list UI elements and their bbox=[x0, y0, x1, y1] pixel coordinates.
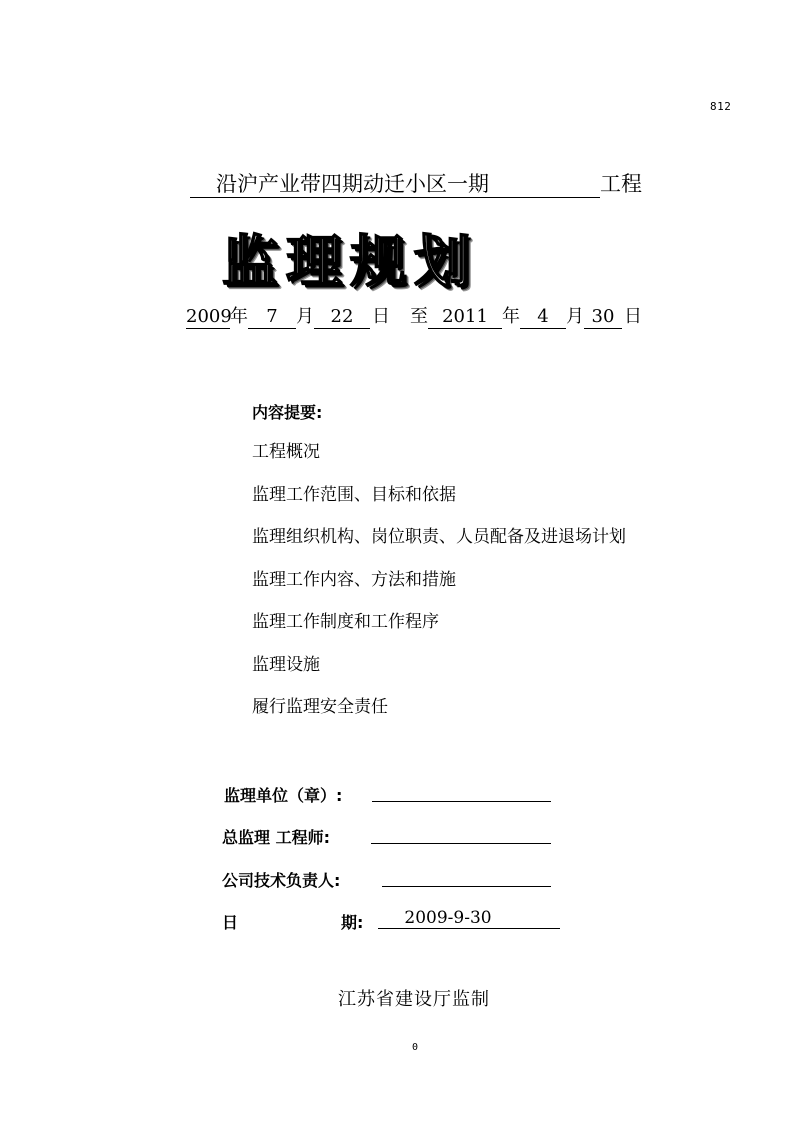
date-label-first-char: 日 bbox=[222, 913, 239, 932]
end-month: 4 bbox=[520, 306, 566, 329]
page-code: 812 bbox=[710, 100, 732, 113]
chief-engineer-field bbox=[371, 823, 551, 844]
chief-engineer-label: 总监理 工程师: bbox=[222, 828, 330, 847]
start-month: 7 bbox=[248, 306, 296, 329]
technical-head-field bbox=[382, 866, 551, 887]
date-label-second-char: 期: bbox=[341, 913, 364, 932]
summary-item: 工程概况 bbox=[252, 442, 320, 462]
day-char: 日 bbox=[372, 306, 390, 327]
supervision-period bbox=[186, 306, 642, 329]
year-char: 年 bbox=[230, 306, 248, 327]
month-char: 月 bbox=[296, 306, 314, 327]
page-number: 0 bbox=[412, 1042, 419, 1053]
summary-item: 监理设施 bbox=[252, 654, 320, 675]
month-char-2: 月 bbox=[566, 306, 584, 327]
document-title: 监理规划 bbox=[222, 230, 478, 295]
summary-item: 监理工作制度和工作程序 bbox=[252, 612, 439, 632]
start-day: 22 bbox=[314, 306, 370, 329]
summary-item: 履行监理安全责任 bbox=[252, 697, 388, 717]
content-summary bbox=[252, 400, 626, 740]
date-value: 2009-9-30 bbox=[404, 908, 492, 928]
summary-heading: 内容提要: bbox=[252, 403, 323, 422]
start-year: 2009 bbox=[186, 306, 232, 327]
summary-item: 监理工作范围、目标和依据 bbox=[252, 484, 456, 505]
issuer-line: 江苏省建设厅监制 bbox=[338, 989, 490, 1010]
day-char-2: 日 bbox=[624, 306, 642, 327]
supervision-unit-field bbox=[372, 781, 551, 802]
project-suffix: 工程 bbox=[600, 172, 642, 196]
summary-item: 监理工作内容、方法和措施 bbox=[252, 569, 456, 590]
project-title-line bbox=[190, 168, 642, 198]
project-name: 沿沪产业带四期动迁小区一期 bbox=[190, 171, 600, 198]
end-day: 30 bbox=[584, 306, 622, 329]
technical-head-label: 公司技术负责人: bbox=[222, 871, 341, 890]
supervision-unit-label: 监理单位（章）: bbox=[224, 786, 343, 805]
year-char-2: 年 bbox=[502, 306, 520, 327]
to-char: 至 bbox=[410, 306, 428, 327]
summary-item: 监理组织机构、岗位职责、人员配备及进退场计划 bbox=[252, 527, 626, 547]
end-year: 2011 bbox=[428, 306, 502, 329]
